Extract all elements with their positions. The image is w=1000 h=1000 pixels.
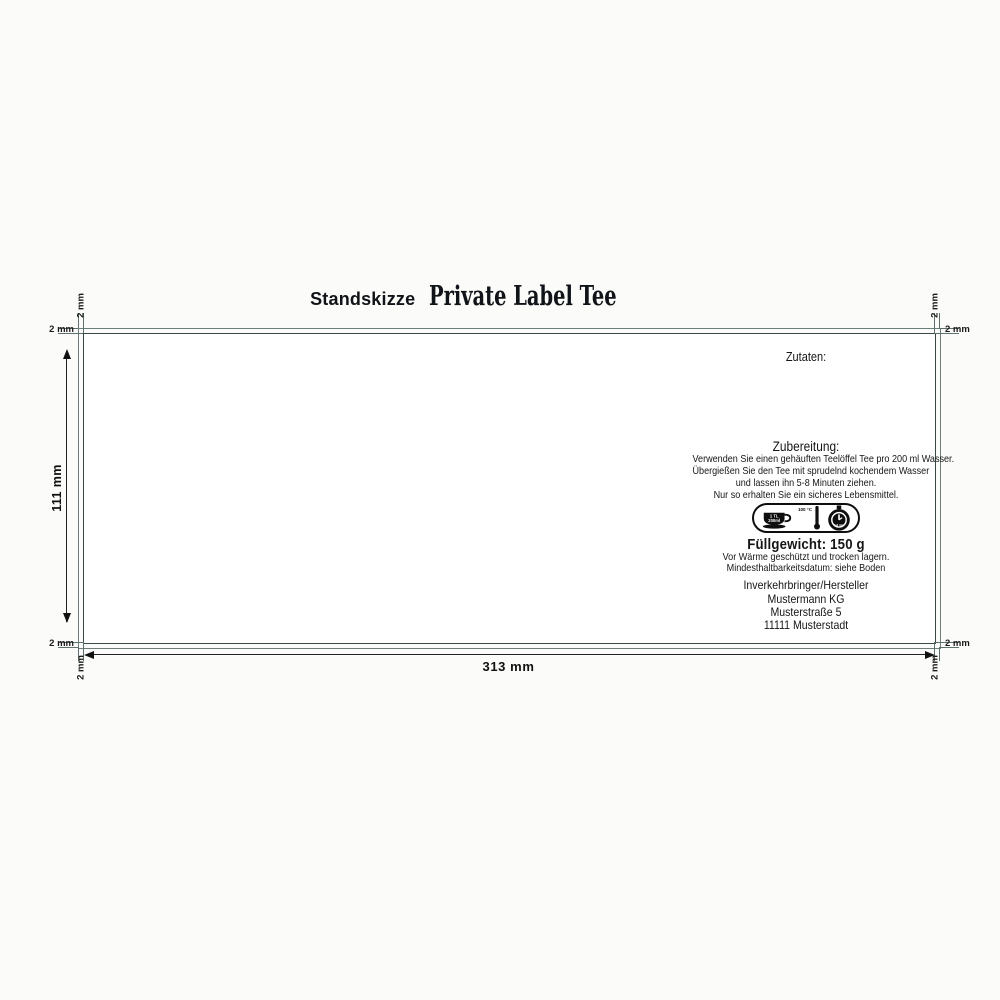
- title-product-name: Private Label Tee: [429, 281, 617, 312]
- zutaten-heading: Zutaten:: [785, 350, 827, 364]
- best-before-note: Mindesthaltbarkeitsdatum: siehe Boden: [726, 563, 886, 574]
- bleed-label-top-left: 2 mm: [49, 324, 74, 335]
- manufacturer-street: Musterstraße 5: [770, 605, 842, 619]
- zubereitung-heading: Zubereitung:: [772, 439, 840, 454]
- height-dimension-line: [66, 352, 67, 622]
- bleed-label-top-left-vertical: 2 mm: [75, 293, 87, 318]
- width-dimension-label: 313 mm: [482, 659, 535, 674]
- bleed-label-bottom-left: 2 mm: [49, 638, 74, 649]
- arrow-up-icon: [63, 349, 71, 359]
- teacup-icon: [760, 506, 794, 530]
- arrow-right-icon: [925, 651, 935, 659]
- storage-note: Vor Wärme geschützt und trocken lagern.: [722, 552, 890, 563]
- thermometer-icon: [795, 505, 825, 531]
- timer-duration-label: 5-8 min: [833, 522, 845, 527]
- zubereitung-line: Übergießen Sie den Tee mit sprudelnd kochendem Wasser: [692, 466, 930, 477]
- zubereitung-line: Nur so erhalten Sie ein sicheres Lebensmittel.: [713, 490, 899, 501]
- brewing-icons-box: [752, 503, 860, 533]
- height-dimension-label: 111 mm: [50, 464, 64, 512]
- title-label: Standskizze: [310, 289, 416, 309]
- fill-weight: Füllgewicht: 150 g: [747, 536, 865, 553]
- width-dimension-line: [87, 654, 932, 655]
- bleed-label-bottom-right: 2 mm: [945, 638, 970, 649]
- bleed-label-top-right-vertical: 2 mm: [929, 293, 941, 318]
- bleed-label-top-right: 2 mm: [945, 324, 970, 335]
- thermometer-temp-label: 100 °C: [797, 507, 813, 512]
- bleed-label-bottom-left-vertical: 2 mm: [75, 655, 87, 680]
- bleed-label-bottom-right-vertical: 2 mm: [929, 655, 941, 680]
- manufacturer-city: 11111 Musterstadt: [763, 618, 849, 632]
- page-title: [0, 281, 1000, 312]
- arrow-left-icon: [84, 651, 94, 659]
- teacup-volume-label: 200ml: [768, 518, 781, 524]
- timer-icon: [826, 505, 852, 532]
- manufacturer-name: Mustermann KG: [767, 592, 845, 606]
- zubereitung-line: und lassen ihn 5-8 Minuten ziehen.: [735, 478, 877, 489]
- manufacturer-heading: Inverkehrbringer/Hersteller: [743, 578, 869, 592]
- arrow-down-icon: [63, 613, 71, 623]
- zubereitung-line: Verwenden Sie einen gehäuften Teelöffel Tee pro 200 ml Wasser.: [692, 454, 955, 465]
- teacup-dose-label: 1 TL: [769, 513, 779, 519]
